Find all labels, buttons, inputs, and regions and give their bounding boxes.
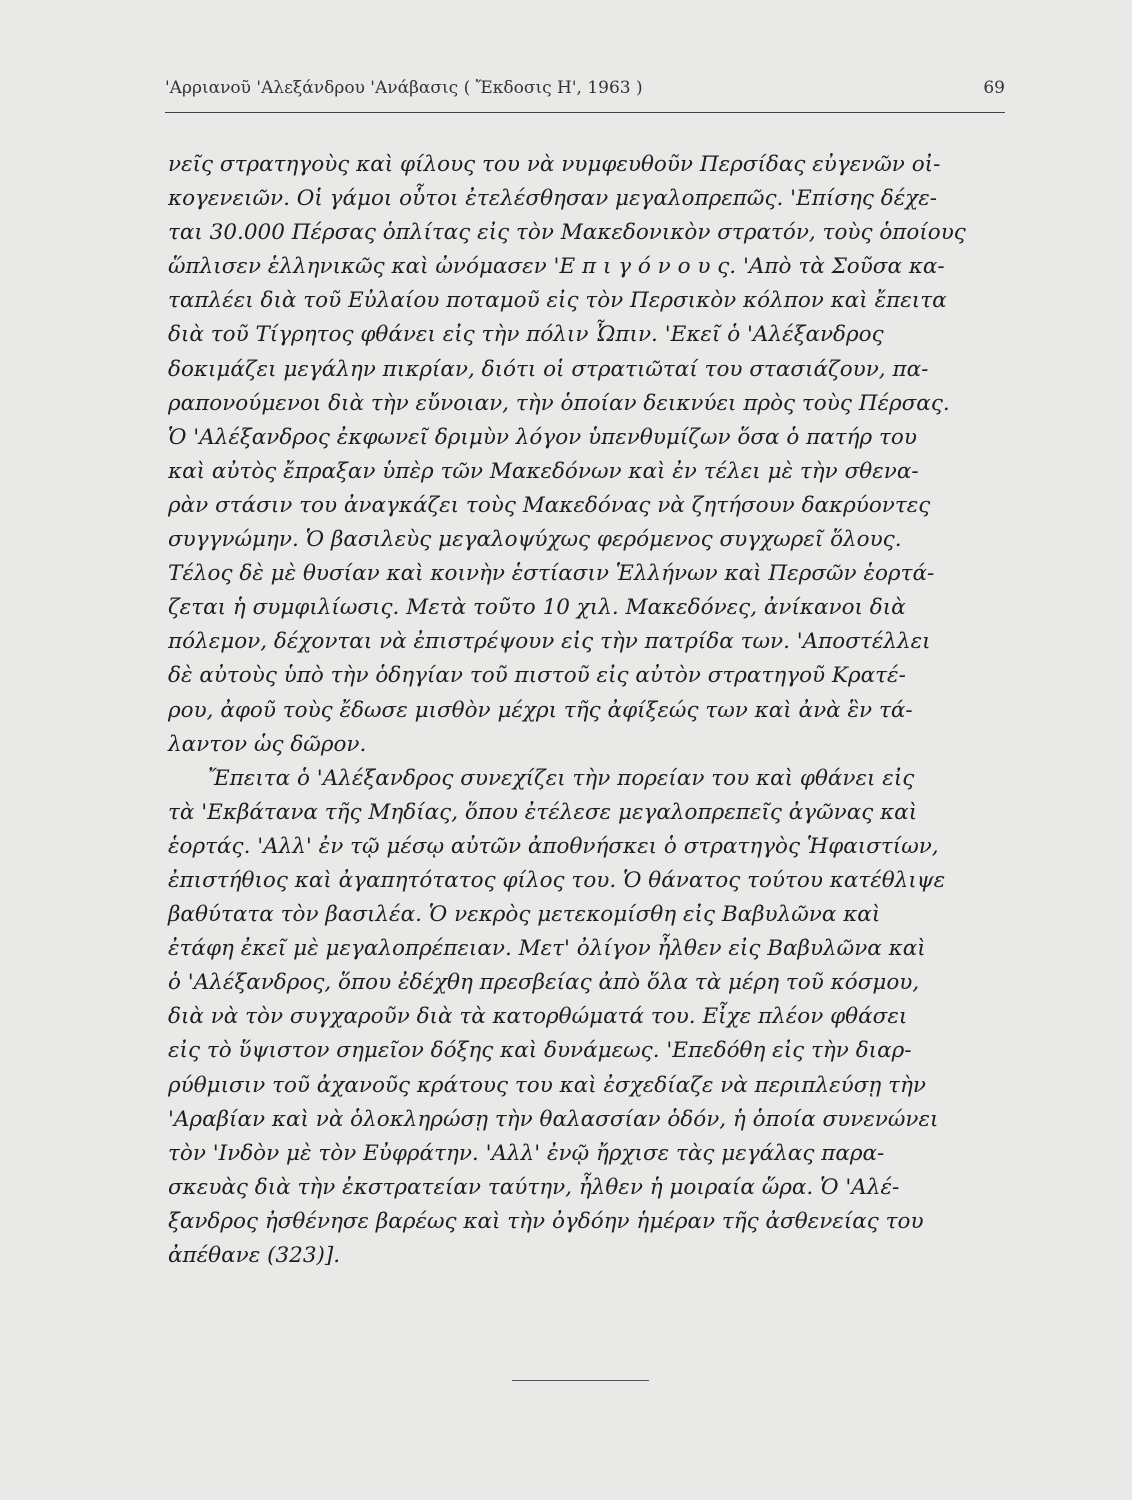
text-line: ἑορτάς. 'Αλλ' ἐν τῷ μέσῳ αὐτῶν ἀποθνήσκει ὁ στρατηγὸς Ἡφαιστίων, [168, 833, 939, 859]
text-line: ραπονούμενοι διὰ τὴν εὔνοιαν, τὴν ὁποίαν δεικνύει πρὸς τοὺς Πέρσας. [168, 390, 950, 416]
text-line: ξανδρος ἠσθένησε βαρέως καὶ τὴν ὀγδόην ἡμέραν τῆς ἀσθενείας του [168, 1208, 924, 1234]
text-line: ἀπέθανε (323)]. [168, 1243, 341, 1268]
text-line: τὰ 'Εκβάτανα τῆς Μηδίας, ὅπου ἐτέλεσε μεγαλοπρεπεῖς ἀγῶνας καὶ [168, 799, 918, 825]
text-line: τὸν 'Ινδὸν μὲ τὸν Εὐφράτην. 'Αλλ' ἐνῷ ἤρχισε τὰς μεγάλας παρα- [168, 1140, 885, 1166]
text-line: ὁ 'Αλέξανδρος, ὅπου ἐδέχθη πρεσβείας ἀπὸ ὅλα τὰ μέρη τοῦ κόσμου, [168, 970, 920, 996]
text-line: πόλεμον, δέχονται νὰ ἐπιστρέψουν εἰς τὴν πατρίδα των. 'Αποστέλλει [168, 629, 931, 655]
text-line: ζεται ἡ συμφιλίωσις. Μετὰ τοῦτο 10 χιλ. Μακεδόνες, ἀνίκανοι διὰ [168, 595, 906, 621]
text-line: διὰ νὰ τὸν συγχαροῦν διὰ τὰ κατορθώματά του. Εἶχε πλέον φθάσει [168, 1004, 908, 1030]
text-line: Ὁ 'Αλέξανδρος ἐκφωνεῖ δριμὺν λόγον ὑπενθυμίζων ὅσα ὁ πατήρ του [168, 424, 917, 450]
text-line: ται 30.000 Πέρσας ὁπλίτας εἰς τὸν Μακεδονικὸν στρατόν, τοὺς ὁποίους [168, 220, 966, 246]
page-number: 69 [983, 78, 1005, 98]
text-line: ὥπλισεν ἑλληνικῶς καὶ ὠνόμασεν 'Ε π ι γ ό ν ο υ ς. 'Απὸ τὰ Σοῦσα κα- [168, 254, 945, 280]
header-divider [165, 112, 1005, 113]
text-line: διὰ τοῦ Τίγρητος φθάνει εἰς τὴν πόλιν Ὦπιν. 'Εκεῖ ὁ 'Αλέξανδρος [168, 322, 884, 348]
text-line: Ἔπειτα ὁ 'Αλέξανδρος συνεχίζει τὴν πορείαν του καὶ φθάνει εἰς [208, 765, 915, 791]
text-line: ρὰν στάσιν του ἀναγκάζει τοὺς Μακεδόνας νὰ ζητήσουν δακρύοντες [168, 492, 931, 518]
text-line: ρου, ἀφοῦ τοὺς ἔδωσε μισθὸν μέχρι τῆς ἀφίξεώς των καὶ ἀνὰ ἓν τά- [168, 697, 913, 723]
text-line: καὶ αὐτὸς ἔπραξαν ὑπὲρ τῶν Μακεδόνων καὶ ἐν τέλει μὲ τὴν σθενα- [168, 458, 919, 484]
header-title: 'Αρριανοῦ 'Αλεξάνδρου 'Ανάβασις ( Ἔκδοσις Η', 1963 ) [165, 78, 643, 98]
text-line: δὲ αὐτοὺς ὑπὸ τὴν ὁδηγίαν τοῦ πιστοῦ εἰς αὐτὸν στρατηγοῦ Κρατέ- [168, 663, 906, 689]
text-line: ἐτάφη ἐκεῖ μὲ μεγαλοπρέπειαν. Μετ' ὀλίγον ἦλθεν εἰς Βαβυλῶνα καὶ [168, 936, 926, 962]
text-line: Τέλος δὲ μὲ θυσίαν καὶ κοινὴν ἑστίασιν Ἑλλήνων καὶ Περσῶν ἑορτά- [168, 561, 935, 587]
body-text [168, 148, 1003, 1273]
text-line: δοκιμάζει μεγάλην πικρίαν, διότι οἱ στρατιῶταί του στασιάζουν, πα- [168, 356, 929, 382]
text-line: ταπλέει διὰ τοῦ Εὐλαίου ποταμοῦ εἰς τὸν Περσικὸν κόλπον καὶ ἔπειτα [168, 288, 947, 314]
text-line: ἐπιστήθιος καὶ ἀγαπητότατος φίλος του. Ὁ θάνατος τούτου κατέθλιψε [168, 867, 946, 893]
text-line: συγγνώμην. Ὁ βασιλεὺς μεγαλοψύχως φερόμενος συγχωρεῖ ὅλους. [168, 527, 902, 553]
text-line: εἰς τὸ ὕψιστον σημεῖον δόξης καὶ δυνάμεως. 'Επεδόθη εἰς τὴν διαρ- [168, 1038, 912, 1064]
text-line: βαθύτατα τὸν βασιλέα. Ὁ νεκρὸς μετεκομίσθη εἰς Βαβυλῶνα καὶ [168, 902, 881, 928]
text-line: λαντον ὡς δῶρον. [168, 731, 367, 757]
running-header [165, 78, 1005, 108]
text-line: κογενειῶν. Οἱ γάμοι οὗτοι ἐτελέσθησαν μεγαλοπρεπῶς. 'Επίσης δέχε- [168, 186, 938, 212]
text-line: νεῖς στρατηγοὺς καὶ φίλους του νὰ νυμφευθοῦν Περσίδας εὐγενῶν οἰ- [168, 152, 941, 177]
text-line: σκευὰς διὰ τὴν ἐκστρατείαν ταύτην, ἦλθεν ἡ μοιραία ὥρα. Ὁ 'Αλέ- [168, 1174, 900, 1200]
text-line: ρύθμισιν τοῦ ἀχανοῦς κράτους του καὶ ἐσχεδίαζε νὰ περιπλεύσῃ τὴν [168, 1072, 926, 1098]
section-end-rule [512, 1380, 649, 1381]
text-line: 'Αραβίαν καὶ νὰ ὁλοκληρώσῃ τὴν θαλασσίαν ὁδόν, ἡ ὁποία συνενώνει [168, 1106, 939, 1132]
